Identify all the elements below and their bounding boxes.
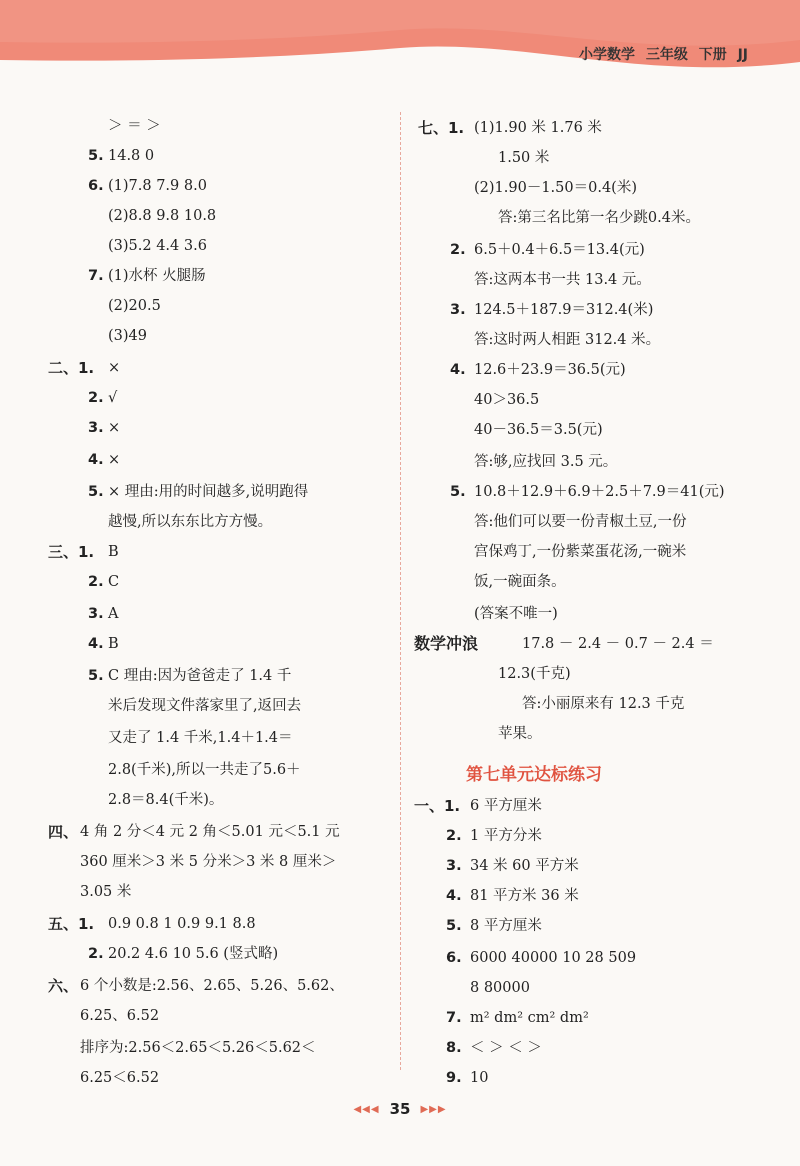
answer-line: (2)1.90－1.50＝0.4(米)	[474, 180, 637, 196]
section-heading: 二、1.	[48, 359, 95, 377]
answer-line: 答:第三名比第一名少跳0.4米。	[498, 210, 700, 226]
answer-line: 宫保鸡丁,一份紫菜蛋花汤,一碗米	[474, 544, 687, 560]
answer-line: 答:够,应找回 3.5 元。	[474, 454, 618, 470]
answer-line: 360 厘米＞3 米 5 分米＞3 米 8 厘米＞	[80, 854, 337, 870]
answer-line: 34 米 60 平方米	[470, 858, 579, 874]
answer-line: B	[108, 544, 119, 560]
item-number: 3.	[446, 858, 462, 874]
answer-line: ×	[108, 452, 121, 468]
answer-line: 饭,一碗面条。	[474, 574, 566, 590]
item-number: 5.	[88, 668, 104, 684]
answer-line: (1)水杯 火腿肠	[108, 268, 206, 284]
answer-line: 20.2 4.6 10 5.6 (竖式略)	[108, 946, 279, 962]
page-footer	[0, 1100, 800, 1118]
answer-line: 17.8 － 2.4 － 0.7 － 2.4 ＝	[522, 636, 714, 652]
section-heading: 七、1.	[418, 119, 465, 137]
item-number: 5.	[450, 484, 466, 500]
answer-line: 40＞36.5	[474, 392, 540, 408]
answer-line: 12.3(千克)	[498, 666, 571, 682]
item-number: 4.	[88, 636, 104, 652]
answer-line: 1.50 米	[498, 150, 550, 166]
answer-line: (2)8.8 9.8 10.8	[108, 208, 217, 224]
answer-line: 6.5＋0.4＋6.5＝13.4(元)	[474, 242, 645, 258]
item-number: 3.	[88, 420, 104, 436]
answer-line: 米后发现文件落家里了,返回去	[108, 698, 302, 714]
page-number: 35	[389, 1100, 411, 1118]
answer-line: A	[108, 606, 119, 622]
item-number: 2.	[450, 242, 466, 258]
answer-line: B	[108, 636, 119, 652]
answer-line: 又走了 1.4 千米,1.4＋1.4＝	[108, 730, 293, 746]
answer-line: 8 平方厘米	[470, 918, 542, 934]
answer-line: ＜ ＞ ＜ ＞	[470, 1040, 542, 1056]
section-heading: 四、	[48, 823, 79, 841]
answer-line: 40－36.5＝3.5(元)	[474, 422, 603, 438]
item-number: 3.	[450, 302, 466, 318]
answer-line: (3)49	[108, 328, 147, 344]
answer-line: 答:小丽原来有 12.3 千克	[522, 696, 685, 712]
answer-line: 81 平方米 36 米	[470, 888, 579, 904]
answer-line: 苹果。	[498, 726, 542, 742]
answer-line: (1)1.90 米 1.76 米	[474, 120, 602, 136]
answer-line: 3.05 米	[80, 884, 132, 900]
answer-line: 10	[470, 1070, 489, 1086]
section-heading: 数学冲浪	[414, 634, 479, 653]
item-number: 4.	[450, 362, 466, 378]
item-number: 7.	[88, 268, 104, 284]
answer-line: 12.6＋23.9＝36.5(元)	[474, 362, 626, 378]
answer-line: 6 平方厘米	[470, 798, 542, 814]
item-number: 7.	[446, 1010, 462, 1026]
answer-line: 0.9 0.8 1 0.9 9.1 8.8	[108, 916, 256, 932]
answer-line: C 理由:因为爸爸走了 1.4 千	[108, 668, 292, 684]
answer-line: 14.8 0	[108, 148, 155, 164]
item-number: 6.	[446, 950, 462, 966]
answer-line: 8 80000	[470, 980, 530, 996]
item-number: 6.	[88, 178, 104, 194]
answer-line: ×	[108, 420, 121, 436]
arrow-right-icon: ▶▶▶	[420, 1104, 447, 1115]
answer-line: 答:这时两人相距 312.4 米。	[474, 332, 661, 348]
answer-line: (1)7.8 7.9 8.0	[108, 178, 207, 194]
section-heading: 六、	[48, 977, 79, 995]
header-title: 小学数学 三年级 下册 JJ	[578, 47, 748, 63]
item-number: 3.	[88, 606, 104, 622]
answer-line: 6.25、6.52	[80, 1008, 160, 1024]
answer-line: m² dm² cm² dm²	[470, 1010, 589, 1026]
section-heading: 五、1.	[48, 915, 95, 933]
answer-line: 4 角 2 分＜4 元 2 角＜5.01 元＜5.1 元	[80, 824, 340, 840]
answer-line: (3)5.2 4.4 3.6	[108, 238, 207, 254]
item-number: 5.	[88, 148, 104, 164]
item-number: 2.	[88, 390, 104, 406]
answer-line: 6.25＜6.52	[80, 1070, 160, 1086]
answer-line: 1 平方分米	[470, 828, 542, 844]
item-number: 8.	[446, 1040, 462, 1056]
answer-line: √	[108, 390, 118, 406]
answer-line: 答:这两本书一共 13.4 元。	[474, 272, 651, 288]
answer-line: 10.8＋12.9＋6.9＋2.5＋7.9＝41(元)	[474, 484, 725, 500]
item-number: 5.	[88, 484, 104, 500]
answer-line: 6 个小数是:2.56、2.65、5.26、5.62、	[80, 978, 344, 994]
item-number: 2.	[88, 574, 104, 590]
answer-line: ×	[108, 360, 121, 376]
answer-line: 排序为:2.56＜2.65＜5.26＜5.62＜	[80, 1040, 316, 1056]
section-heading: 三、1.	[48, 543, 95, 561]
answer-line: 6000 40000 10 28 509	[470, 950, 637, 966]
answer-line: 答:他们可以要一份青椒土豆,一份	[474, 514, 687, 530]
item-number: 4.	[88, 452, 104, 468]
answer-line: × 理由:用的时间越多,说明跑得	[108, 484, 309, 500]
answer-line: 越慢,所以东东比方方慢。	[108, 514, 273, 530]
column-divider	[400, 112, 401, 1070]
answer-line: 2.8＝8.4(千米)。	[108, 792, 224, 808]
item-number: 4.	[446, 888, 462, 904]
item-number: 2.	[446, 828, 462, 844]
item-number: 2.	[88, 946, 104, 962]
answer-line: C	[108, 574, 120, 590]
section-heading: 一、1.	[414, 797, 461, 815]
item-number: 9.	[446, 1070, 462, 1086]
unit-title: 第七单元达标练习	[466, 765, 602, 785]
item-number: 5.	[446, 918, 462, 934]
answer-line: (答案不唯一)	[474, 606, 558, 622]
arrow-left-icon: ◀◀◀	[353, 1104, 380, 1115]
answer-line: 124.5＋187.9＝312.4(米)	[474, 302, 654, 318]
answer-line: (2)20.5	[108, 298, 161, 314]
answer-line: ＞ ＝ ＞	[108, 118, 161, 134]
answer-line: 2.8(千米),所以一共走了5.6＋	[108, 762, 301, 778]
